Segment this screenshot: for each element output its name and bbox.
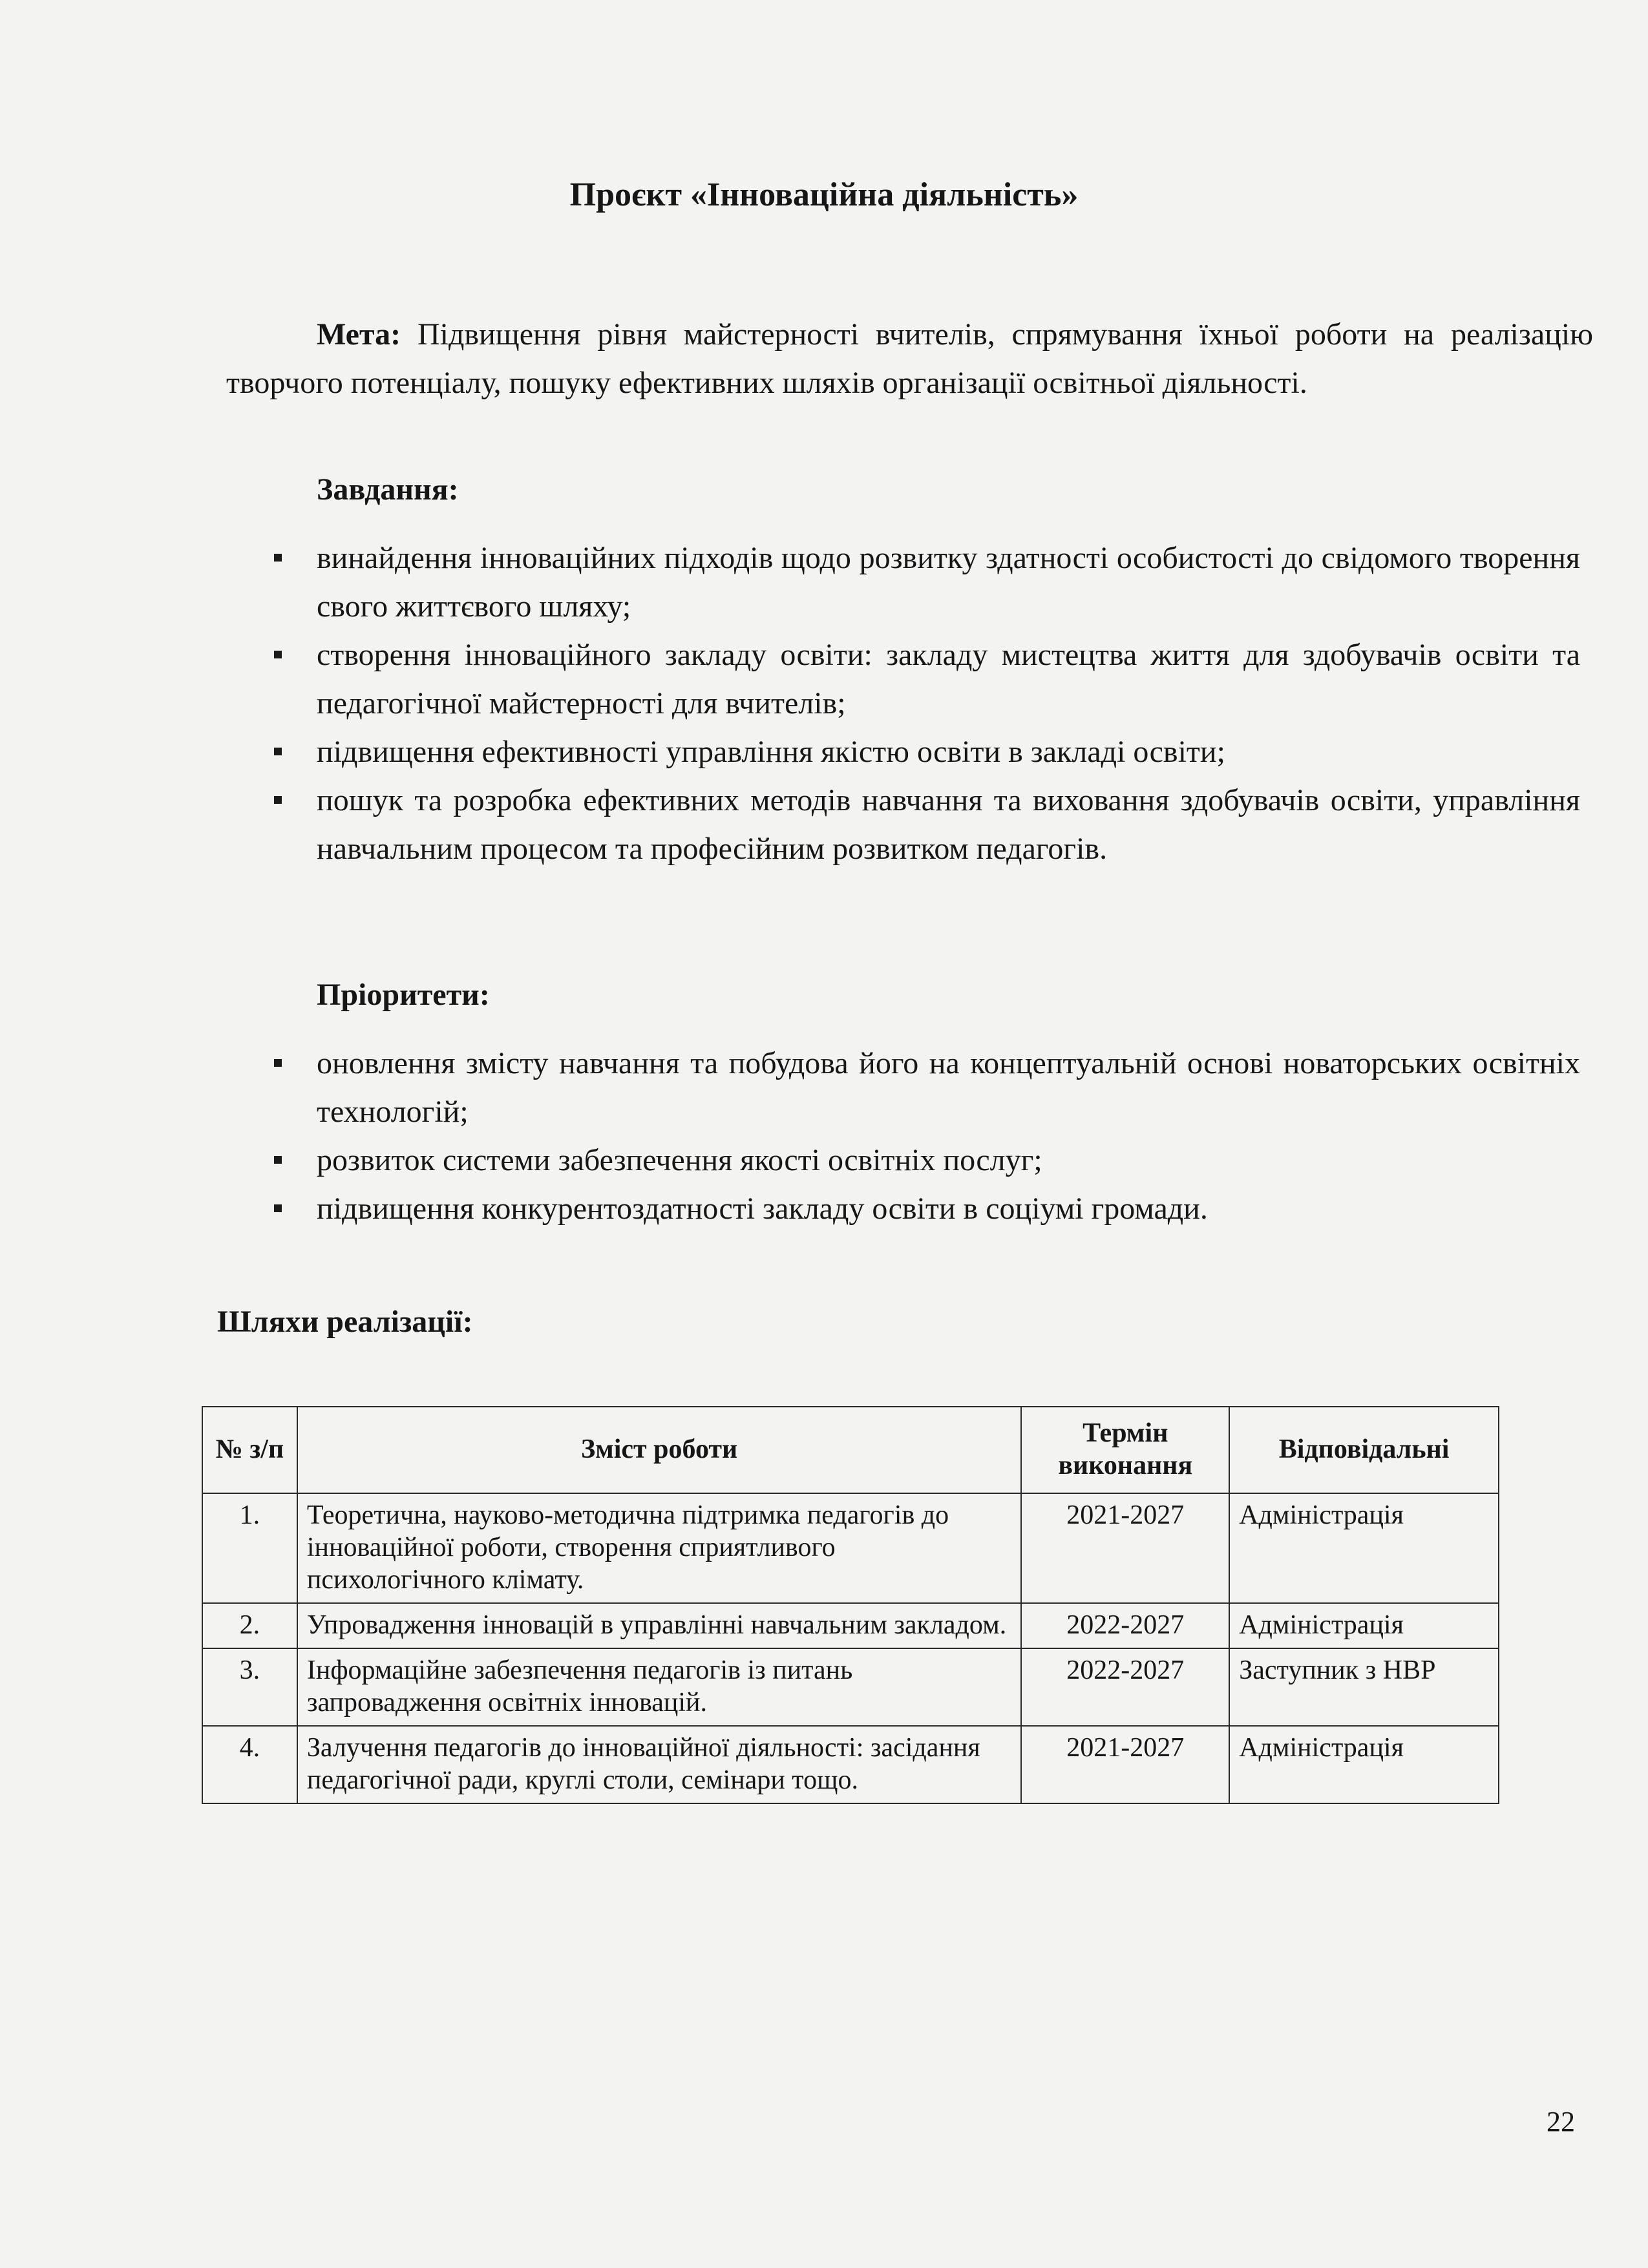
table-row [202,1648,1499,1726]
priorities-item [317,1039,1580,1136]
row-responsible: Адміністрація [1229,1603,1499,1648]
page-number: 22 [1547,2106,1575,2137]
row-content: Залучення педагогів до інноваційної діяльності: засідання педагогічної ради, круглі столи, семінари тощо. [297,1726,1022,1803]
row-content: Теоретична, науково-методична підтримка педагогів до інноваційної роботи, створення сприятливого психологічного клімату. [297,1493,1022,1603]
bullet-square-icon [274,1156,282,1164]
tasks-item [317,728,1580,776]
priorities-item-text: розвиток системи забезпечення якості освітніх послуг; [317,1143,1042,1177]
header-responsible: Відповідальні [1229,1407,1499,1493]
priorities-list [317,1039,1580,1233]
table-row [202,1603,1499,1648]
bullet-square-icon [274,651,282,658]
table-header-row [202,1407,1499,1493]
priorities-item [317,1184,1580,1233]
row-term: 2022-2027 [1021,1648,1229,1726]
row-number: 3. [202,1648,297,1726]
row-responsible: Адміністрація [1229,1726,1499,1803]
priorities-label: Пріоритети: [317,978,490,1012]
bullet-square-icon [274,1204,282,1212]
row-responsible: Заступник з НВР [1229,1648,1499,1726]
header-content: Зміст роботи [297,1407,1022,1493]
row-number: 1. [202,1493,297,1603]
header-number: № з/п [202,1407,297,1493]
row-term: 2022-2027 [1021,1603,1229,1648]
tasks-item-text: створення інноваційного закладу освіти: закладу мистецтва життя для здобувачів освіти та педагогічної майстерності для вчителів; [317,638,1580,720]
row-number: 4. [202,1726,297,1803]
tasks-item-text: винайдення інноваційних підходів щодо розвитку здатності особистості до свідомого творення свого життєвого шляху; [317,541,1580,624]
priorities-item [317,1136,1580,1184]
document-title: Проєкт «Інноваційна діяльність» [569,176,1079,213]
header-term: Термін виконання [1021,1407,1229,1493]
row-content: Інформаційне забезпечення педагогів із питань запровадження освітніх інновацій. [297,1648,1022,1726]
tasks-item [317,534,1580,631]
tasks-item [317,776,1580,873]
tasks-item [317,631,1580,728]
priorities-item-text: оновлення змісту навчання та побудова його на концептуальній основі новаторських освітніх технологій; [317,1046,1580,1129]
bullet-square-icon [274,796,282,804]
row-content: Упровадження інновацій в управлінні навчальним закладом. [297,1603,1022,1648]
row-responsible: Адміністрація [1229,1493,1499,1603]
goal-label: Мета: [317,317,401,352]
bullet-square-icon [274,748,282,755]
tasks-list [317,534,1580,873]
row-term: 2021-2027 [1021,1726,1229,1803]
implementation-table [202,1406,1499,1804]
tasks-item-text: підвищення ефективності управління якістю освіти в закладі освіти; [317,735,1225,769]
priorities-item-text: підвищення конкурентоздатності закладу освіти в соціумі громади. [317,1192,1208,1226]
tasks-item-text: пошук та розробка ефективних методів навчання та виховання здобувачів освіти, управління навчальним процесом та професійним розвитком педагогів. [317,783,1580,866]
row-number: 2. [202,1603,297,1648]
table-row [202,1493,1499,1603]
goal-text: Підвищення рівня майстерності вчителів, спрямування їхньої роботи на реалізацію творчого потенціалу, пошуку ефективних шляхів організації освітньої діяльності. [226,317,1594,400]
bullet-square-icon [274,554,282,562]
table-row [202,1726,1499,1803]
paths-label: Шляхи реалізації: [217,1305,473,1339]
goal-paragraph [226,310,1593,407]
row-term: 2021-2027 [1021,1493,1229,1603]
bullet-square-icon [274,1059,282,1067]
tasks-label: Завдання: [317,472,459,507]
